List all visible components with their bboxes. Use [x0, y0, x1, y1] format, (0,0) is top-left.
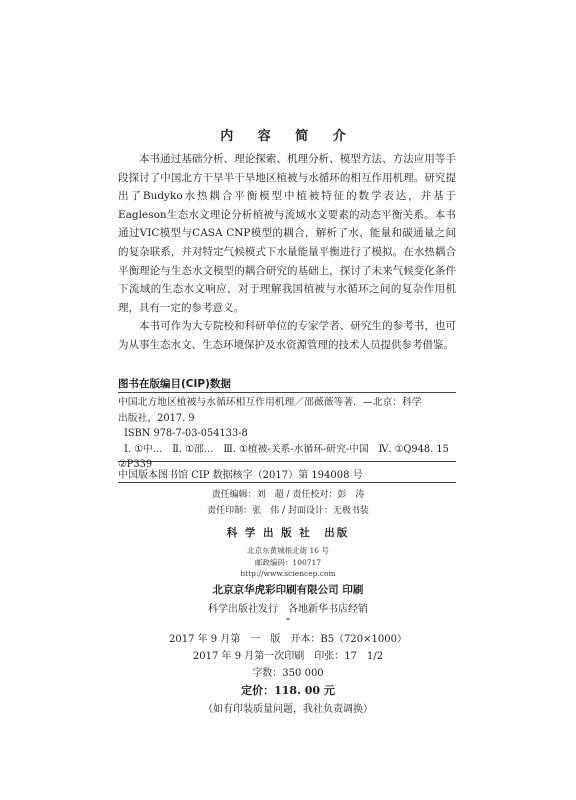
- cip-title-line: 中国北方地区植被与水循环相互作用机理／邵薇薇等著．—北京：科学: [118, 397, 422, 408]
- printer-name: 北京京华虎彩印刷有限公司 印刷: [212, 584, 364, 596]
- cip-data-number: 中国版本图书馆 CIP 数据核字（2017）第 194008 号: [118, 470, 363, 481]
- price: 定价：118. 00 元: [241, 684, 335, 697]
- cip-divider: [118, 482, 456, 483]
- summary-paragraph: 本书可作为大专院校和科研单位的专家学者、研究生的参考书，也可为从事生态水文、生态环境保护及水资源管理的技术人员提供参考借鉴。: [118, 320, 456, 351]
- publisher-address: 北京东黄城根北街 16 号: [247, 546, 329, 555]
- edition-line: 2017 年 9 月第 一 版 开本：B5（720×1000）: [169, 634, 407, 645]
- credits-production: 责任印制：张 伟 / 封面设计：无极书装: [207, 506, 369, 516]
- credits-editors: 责任编辑：刘 超 / 责任校对：彭 涛: [211, 490, 365, 500]
- cip-heading: 图书在版编目(CIP)数据: [118, 378, 231, 390]
- summary-body: [118, 150, 456, 355]
- word-count: 字数：350 000: [252, 668, 324, 679]
- cip-isbn: ISBN 978-7-03-054133-8: [124, 428, 248, 439]
- cip-classification-cont: ②P339: [118, 459, 153, 470]
- divider-asterisk: *: [286, 616, 290, 625]
- cip-classification: Ⅰ. ①中… Ⅱ. ①邵… Ⅲ. ①植被-关系-水循环-研究-中国 Ⅳ. ①Q948. 15: [124, 443, 449, 455]
- summary-paragraph: 本书通过基础分析、理论探索、机理分析、模型方法、方法应用等手段探讨了中国北方干旱半干旱地区植被与水循环的相互作用机理。研究提出了Budyko水热耦合平衡模型中植被特征的数学表达，并基于Eagleson生态水文理论分析植被与流域水文要素的动态平衡关系。本书通过VIC模型与CASA CNP模型的耦合，解析了水、能量和碳通量之间的复杂联系，并对特定气候模式下水量能量平衡进行了模拟。在水热耦合平衡理论与生态水文模型的耦合研究的基础上，探讨了未来气候变化条件下流域的生态水文响应，对于理解我国植被与水循环之间的复杂作用机理，具有一定的参考意义。: [118, 153, 456, 314]
- cip-publisher-line: 出版社，2017. 9: [118, 412, 195, 424]
- publisher-postcode: 邮政编码：100717: [254, 558, 322, 567]
- summary-title: 内 容 简 介: [220, 129, 356, 144]
- publisher-website: http://www.sciencep.com: [240, 569, 336, 578]
- printing-line: 2017 年 9 月第一次印刷 印张：17 1/2: [192, 651, 384, 662]
- publisher-name: 科 学 出 版 社 出版: [226, 527, 350, 539]
- quality-notice: （如有印装质量问题，我社负责调换）: [203, 704, 373, 715]
- cip-record: [118, 392, 456, 470]
- distributor: 科学出版社发行 各地新华书店经销: [208, 604, 368, 615]
